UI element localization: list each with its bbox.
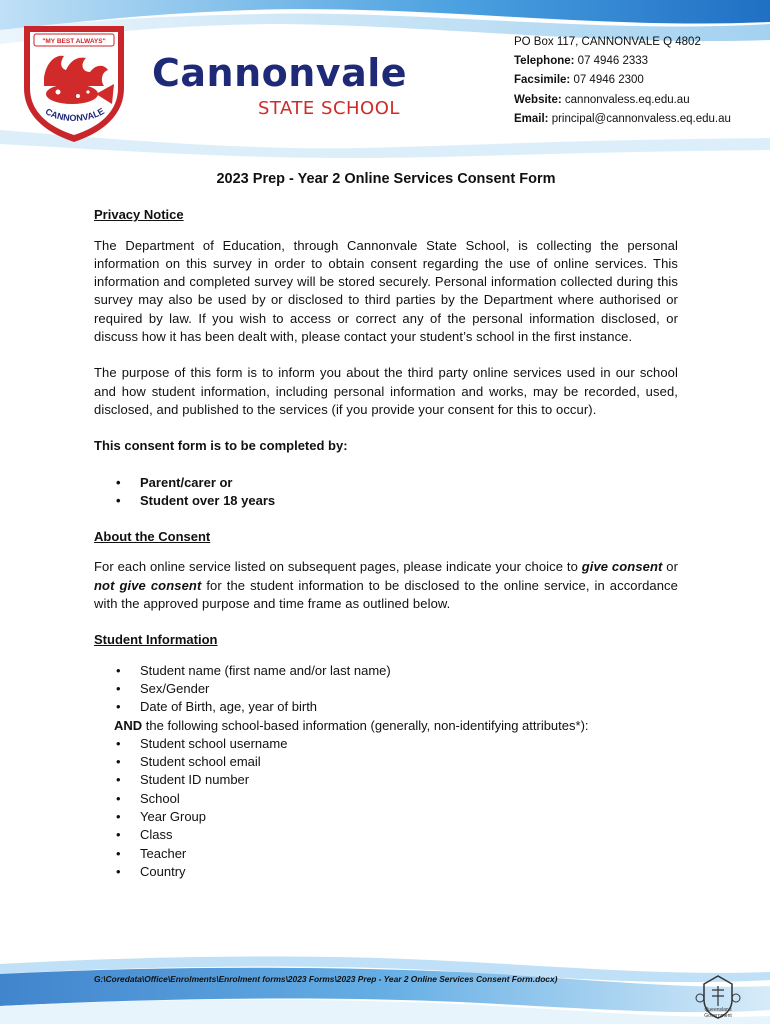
list-item: • Class xyxy=(94,826,678,844)
crest-motto: "MY BEST ALWAYS" xyxy=(42,38,106,45)
contact-telephone: Telephone: 07 4946 2333 xyxy=(514,55,649,68)
page-footer xyxy=(0,950,770,1024)
list-item: • Country xyxy=(94,863,678,881)
footer-wave-background xyxy=(0,950,770,1024)
list-item: • Date of Birth, age, year of birth xyxy=(94,698,678,716)
school-based-info-intro: AND the following school-based information (generally, non-identifying attributes*): xyxy=(114,717,589,733)
privacy-notice-paragraph: The Department of Education, through Cannonvale State School, is collecting the personal information on this survey in order to obtain consent regarding the use of online services. This information and completed survey will be stored securely. Personal information collected during this survey may also be used by or disclosed to third parties by the Department where authorised or required by law. If you wish to access or correct any of the personal information disclosed, or discuss how it has been dealt with, please contact your student’s school in the first instance. xyxy=(94,237,678,345)
list-item: • Student ID number xyxy=(94,771,678,789)
purpose-paragraph: The purpose of this form is to inform you about the third party online services used in our school and how student information, including personal information and works, may be recorded, used, disclosed, and published to the services (if you provide your consent for this to occur). xyxy=(94,365,678,417)
school-crest-logo xyxy=(20,22,128,144)
school-subtitle: STATE SCHOOL xyxy=(258,98,400,119)
student-info-list-personal xyxy=(94,662,678,717)
list-item: • Student over 18 years xyxy=(94,492,678,510)
contact-facsimile: Facsimile: 07 4946 2300 xyxy=(514,74,644,87)
contact-address: PO Box 117, CANNONVALE Q 4802 xyxy=(514,36,701,48)
list-item: • Sex/Gender xyxy=(94,680,678,698)
crest-name: CANNONVALE xyxy=(43,105,106,124)
footer-file-path: G:\Coredata\Office\Enrolments\Enrolment forms\2023 Forms\2023 Prep - Year 2 Online Services Consent Form.docx) xyxy=(94,974,558,984)
list-item: • School xyxy=(94,790,678,808)
document-body xyxy=(94,170,678,899)
list-item: • Year Group xyxy=(94,808,678,826)
completed-by-list xyxy=(94,474,678,511)
student-information-heading: Student Information xyxy=(94,632,218,648)
contact-email[interactable]: Email: principal@cannonvaless.eq.edu.au xyxy=(514,112,731,125)
contact-block xyxy=(514,33,731,129)
list-item: • Student school username xyxy=(94,735,678,753)
school-name: Cannonvale xyxy=(152,51,408,95)
about-consent-paragraph: For each online service listed on subsequent pages, please indicate your choice to give consent or not give consent for the student information to be disclosed to the online service, in accordance with the approved purpose and time frame as outlined below. xyxy=(94,559,679,612)
completed-by-heading: This consent form is to be completed by: xyxy=(94,438,348,454)
list-item: • Teacher xyxy=(94,845,678,863)
list-item: • Student school email xyxy=(94,753,678,771)
student-info-list-school xyxy=(94,735,678,881)
privacy-notice-heading: Privacy Notice xyxy=(94,207,184,223)
queensland-government-label: Queensland Government xyxy=(704,1007,732,1019)
letterhead xyxy=(0,0,770,160)
contact-website[interactable]: Website: cannonvaless.eq.edu.au xyxy=(514,93,690,106)
about-consent-heading: About the Consent xyxy=(94,529,211,545)
list-item: • Student name (first name and/or last name) xyxy=(94,662,678,680)
document-title: 2023 Prep - Year 2 Online Services Consent Form xyxy=(216,171,556,187)
list-item: • Parent/carer or xyxy=(94,474,678,492)
